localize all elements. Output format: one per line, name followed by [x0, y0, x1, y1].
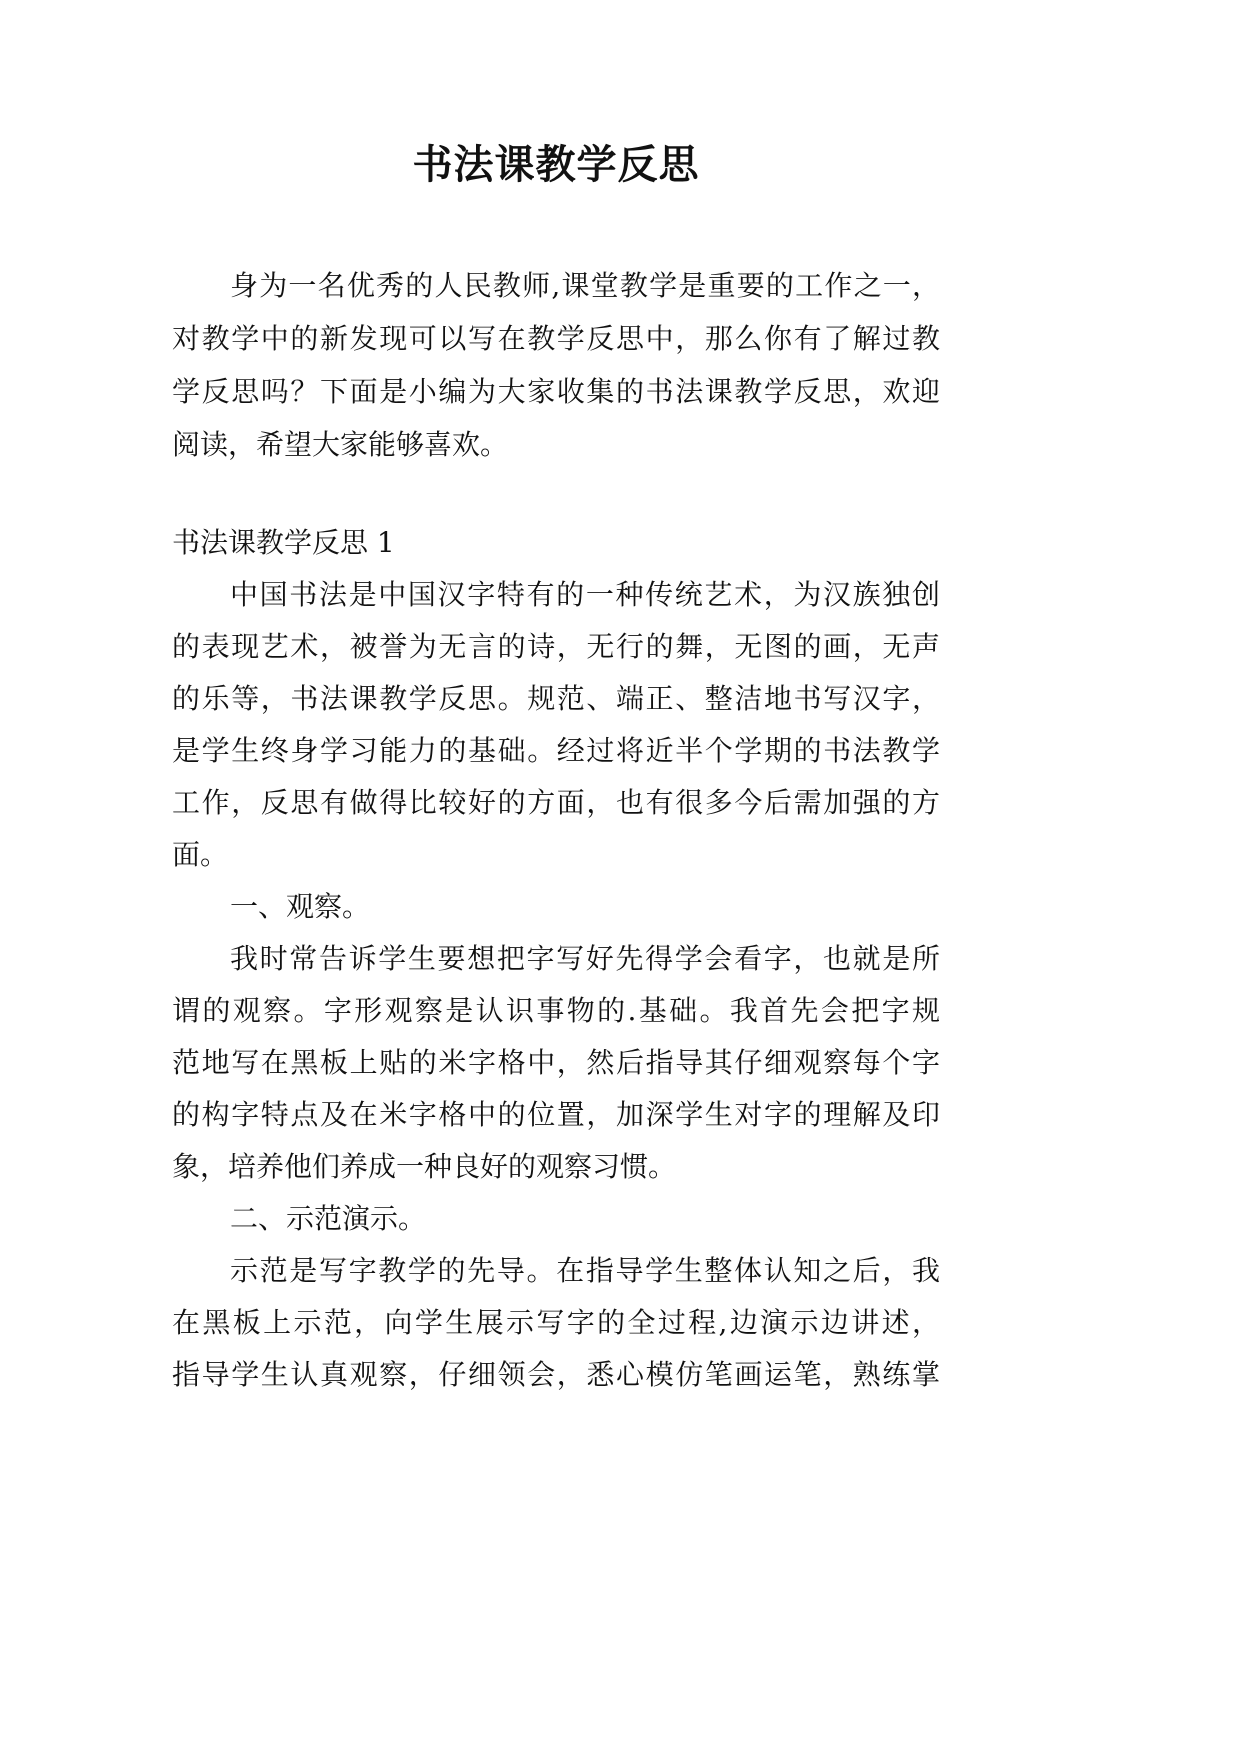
subheading-paragraph — [172, 881, 940, 933]
paragraph — [172, 1245, 940, 1401]
text-line: 指导学生认真观察，仔细领会，悉心模仿笔画运笔，熟练掌 — [172, 1358, 940, 1391]
section — [172, 517, 940, 1401]
text-line: 的表现艺术，被誉为无言的诗，无行的舞，无图的画，无声 — [172, 630, 940, 663]
text-line: 工作，反思有做得比较好的方面，也有很多今后需加强的方 — [172, 786, 940, 819]
text-line: 中国书法是中国汉字特有的一种传统艺术，为汉族独创 — [230, 578, 940, 611]
text-line: 对教学中的新发现可以写在教学反思中，那么你有了解过教 — [172, 322, 940, 355]
text-line: 的乐等，书法课教学反思。规范、端正、整洁地书写汉字， — [172, 682, 940, 715]
intro-paragraph — [172, 259, 940, 471]
subheading-paragraph — [172, 1193, 940, 1245]
text-line: 阅读，希望大家能够喜欢。 — [172, 428, 509, 461]
text-line: 我时常告诉学生要想把字写好先得学会看字，也就是所 — [230, 942, 940, 975]
text-line: 范地写在黑板上贴的米字格中，然后指导其仔细观察每个字 — [172, 1046, 940, 1079]
text-line: 学反思吗？下面是小编为大家收集的书法课教学反思，欢迎 — [172, 375, 940, 408]
section-heading: 书法课教学反思 1 — [172, 526, 395, 559]
paragraph — [172, 933, 940, 1193]
text-line: 是学生终身学习能力的基础。经过将近半个学期的书法教学 — [172, 734, 940, 767]
text-line: 谓的观察。字形观察是认识事物的.基础。我首先会把字规 — [172, 994, 940, 1027]
text-line: 在黑板上示范，向学生展示写字的全过程,边演示边讲述， — [172, 1306, 940, 1339]
document-title: 书法课教学反思 — [412, 141, 700, 188]
subheading-demonstration: 二、示范演示。 — [230, 1202, 427, 1235]
text-line: 象，培养他们养成一种良好的观察习惯。 — [172, 1150, 677, 1183]
text-line: 面。 — [172, 838, 229, 871]
text-line: 的构字特点及在米字格中的位置，加深学生对字的理解及印 — [172, 1098, 940, 1131]
text-line: 示范是写字教学的先导。在指导学生整体认知之后，我 — [230, 1254, 940, 1287]
paragraph — [172, 569, 940, 881]
text-line: 身为一名优秀的人民教师,课堂教学是重要的工作之一， — [230, 269, 940, 302]
subheading-observation: 一、观察。 — [230, 890, 371, 923]
